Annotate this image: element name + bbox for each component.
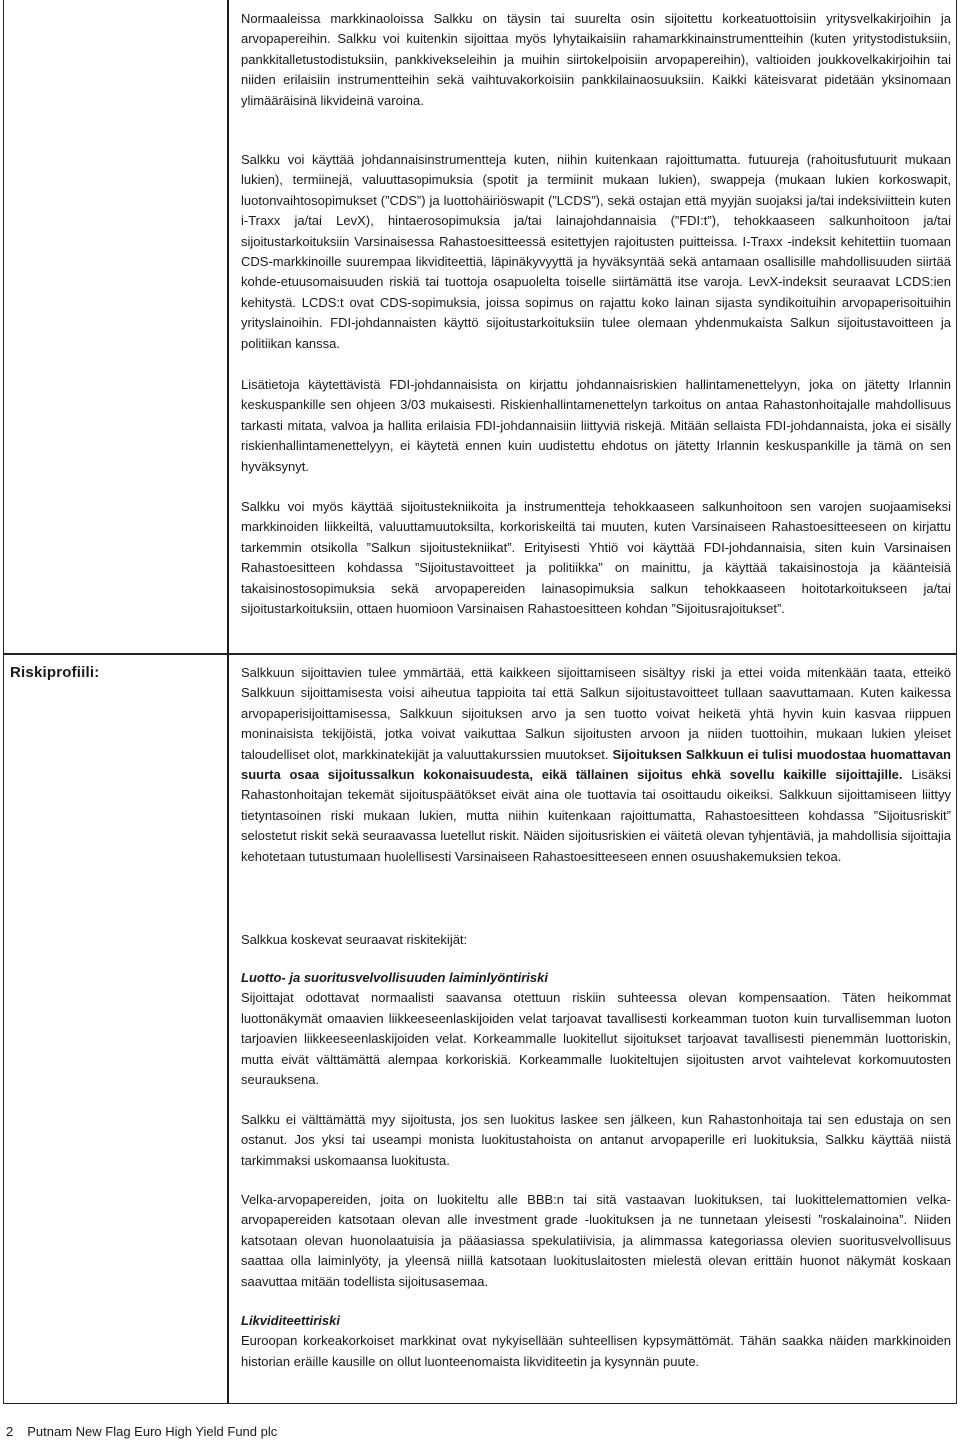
risk-intro-bold: Sijoituksen Salkkuun ei tulisi muodostaa huomattavan suurta osaa sijoitussalkun kokonaisuudesta, eikä tällainen sijoitus ehkä sovellu kaikille sijoittajille. [241,746,951,783]
paragraph-rating-downgrade: Salkku ei välttämättä myy sijoitusta, jos sen luokitus laskee sen jälkeen, kun Rahastonhoitaja tai sen edustaja on sen ostanut. Jos yksi tai useampi monista luokitustahoista on antanut arvopaperille eri luokituksia, Salkku käyttää niistä tarkimmaksi uskomaansa luokitusta. [241,1112,951,1168]
risk-intro-text-b: Lisäksi Rahastonhoitajan tekemät sijoituspäätökset eivät aina ole tuottavia tai osoittaudu oikeiksi. Salkkuun sijoittamiseen liittyy tietyntasoinen riski mukaan lukien, mutta niihin kuitenkaan rajoittumatta, Rahastoesitteen kohdassa ”Sijoitusriskit” selostetut riskit sekä seuraavassa luetellut riskit. Näiden sijoitusriskien ei väitetä olevan tyhjentäviä, ja mahdollisia sijoittajia kehotetaan tutustumaan huolellisesti Varsinaiseen Rahastoesitteeseen ennen osuushakemuksien tekoa. [241,767,951,864]
paragraph-risk-management: Lisätietoja käytettävistä FDI-johdannaisista on kirjattu johdannaisriskien hallintamenettelyyn, joka on jätetty Irlannin keskuspankille sen ohjeen 3/03 mukaisesti. Riskienhallintamenettelyn tarkoitus on antaa Rahastonhoitajalle mahdollisuus tarkasti mitata, valvoa ja hallita erilaisia FDI-johdannaisiin liittyviä riskejä. Mitään sellaista FDI-johdannaista, joka ei sisälly riskienhallintamenettelyyn, ei käytetä ennen kuin uudistettu ehdotus on jätetty Irlannin keskuspankille ja tämä on sen hyväksynyt. [241,377,951,474]
paragraph-liquidity-risk: Euroopan korkeakorkoiset markkinat ovat nykyisellään suhteellisen kypsymättömät. Tähän saakka näiden markkinoiden historian eräille kausille on ollut luonteenomaista likviditeetin ja kysynnän puute. [241,1333,951,1369]
heading-liquidity-risk: Likviditeettiriski [241,1313,340,1328]
paragraph-techniques: Salkku voi myös käyttää sijoitustekniikoita ja instrumentteja tehokkaaseen salkunhoitoon sen varojen suojaamiseksi markkinoiden liikkeiltä, valuuttamuutoksilta, korkoriskeiltä tai muuten, kuten Varsinaiseen Rahastoesitteeseen on kirjattu tarkemmin otsikolla ”Salkun sijoitustekniikat”. Erityisesti Yhtiö voi käyttää FDI-johdannaisia, siten kuin Varsinaisen Rahastoesitteen kohdassa ”Sijoitustavoitteet ja politiikka” on mainittu, ja käyttää takaisinostoja ja käänteisiä takaisinostosopimuksia sekä arvopapereiden lainasopimuksia salkun tehokkaaseen hoitotarkoitukseen ja/tai sijoitustarkoituksiin, ottaen huomioon Varsinaisen Rahastoesitteen kohdan ”Sijoitusrajoitukset”. [241,499,951,617]
paragraph-investment-policy: Normaaleissa markkinaoloissa Salkku on täysin tai suurelta osin sijoitettu korkeatuottoisiin yritysvelkakirjoihin ja arvopapereihin. Salkku voi kuitenkin sijoittaa myös lyhytaikaisiin rahamarkkinainstrumentteihin (kuten yritystodistuksiin, pankkitalletustodistuksiin, pankkivekseleihin ja muihin siirtokelpoisiin arvopapereihin), valtioiden joukkovelkakirjoihin tai niiden erilaisiin instrumentteihin sekä vaihtuvakorkoisiin pankkilainaosuuksiin. Kaikki käteisvarat pidetään yksinomaan ylimääräisinä likvideinä varoina. [241,11,951,108]
column-divider [227,0,229,1404]
paragraph-derivatives: Salkku voi käyttää johdannaisinstrumentteja kuten, niihin kuitenkaan rajoittumatta. futuureja (rahoitusfutuurit mukaan lukien), termiinejä, valuuttasopimuksia (spotit ja termiinit mukaan lukien), swappeja (mukaan lukien korkoswapit, luotonvaihtosopimukset (”CDS”) ja luottohäiriöswapit (”LCDS”), sekä ostajan että myyjän suojaksi ja/tai indeksiviittein kuten i-Traxx ja/tai LevX), hintaerosopimuksia ja/tai lainajohdannaisia (”FDI:t”), tehokkaaseen salkunhoitoon ja/tai sijoitustarkoituksiin Varsinaisessa Rahastoesitteessä esitettyjen rajoitusten puitteissa. I-Traxx -indeksit kehitettiin tuomaan CDS-markkinoille suurempaa likviditeettiä, läpinäkyvyyttä ja hyväksyntää sekä antamaan osallisille mahdollisuuden siirtää kohde-etuusomaisuuden riskiä tai tuottoja osapuolelta toiselle siirtämättä itse varoja. LevX-indeksit seuraavat LCDS:ien kehitystä. LCDS:t ovat CDS-sopimuksia, joissa sopimus on rajattu koko lainan sijasta syndikoituihin arvopaperisoituihin yrityslainoihin. FDI-johdannaisten käyttö sijoitustarkoituksiin tulee olemaan yhdenmukaista Salkun sijoitustavoitteen ja politiikan kanssa. [241,152,951,351]
risk-intro-text-a: Salkkuun sijoittavien tulee ymmärtää, että kaikkeen sijoittamiseen sisältyy riski ja ettei voida mitenkään taata, etteikö Salkkuun sijoittamisesta voisi aiheutua tappioita tai että Salkun sijoitustavoitteet tullaan saavuttamaan. Kuten kaikessa arvopaperisijoittamisessa, Salkkuun sijoituksen arvo ja sen tuotto voivat heiketä yhtä hyvin kuin kasvaa riippuen moninaisista tekijöistä, jotka voivat vaikuttaa Salkun sijoitusten arvoon ja niiden tuottoihin, mukaan lukien yleiset taloudelliset olot, markkinatekijät ja valuuttakurssien muutokset. [241,665,951,762]
paragraph-junk-bonds: Velka-arvopapereiden, joita on luokiteltu alle BBB:n tai sitä vastaavan luokituksen, tai luokittelemattomien velka-arvopapereiden katsotaan olevan alle investment grade -luokituksen ja ne tunnetaan yleisesti ”roskalainoina”. Niiden katsotaan olevan huonolaatuisia ja pääasiassa spekulatiivisia, ja alimmassa kategoriassa olevien suoritusvelvollisuus saattaa olla laiminlyöty, ja yleensä niillä katsotaan luokituslaitosten mielestä olevan erittäin huonot näkymät koskaan saavuttaa mitään todellista sijoitusasemaa. [241,1192,951,1289]
paragraph-credit-risk: Sijoittajat odottavat normaalisti saavansa otettuun riskiin suhteessa olevan kompensaation. Täten heikommat luottonäkymät omaavien liikkeeseenlaskijoiden velat tarjoavat tavallisesti korkeamman tuoton kuin turvallisemman luoton tarjoavien liikkeeseenlaskijoiden velat. Korkeammalle luokitellut sijoitukset tarjoavat tavallisesti pienemmän luottoriskin, mutta eivät välttämättä alempaa korkoriskiä. Korkeammalle luokiteltujen sijoitusten arvot vaihtelevat korkomuutosten seurauksena. [241,990,951,1088]
page-footer [6,1424,277,1439]
paragraph-risk-factors-intro: Salkkua koskevat seuraavat riskitekijät: [241,932,468,947]
heading-credit-risk: Luotto- ja suoritusvelvollisuuden laiminlyöntiriski [241,970,548,985]
risk-profile-label: Riskiprofiili: [10,664,100,681]
paragraph-risk-intro [241,663,951,867]
fund-name: Putnam New Flag Euro High Yield Fund plc [27,1424,278,1439]
page-number: 2 [6,1424,14,1439]
